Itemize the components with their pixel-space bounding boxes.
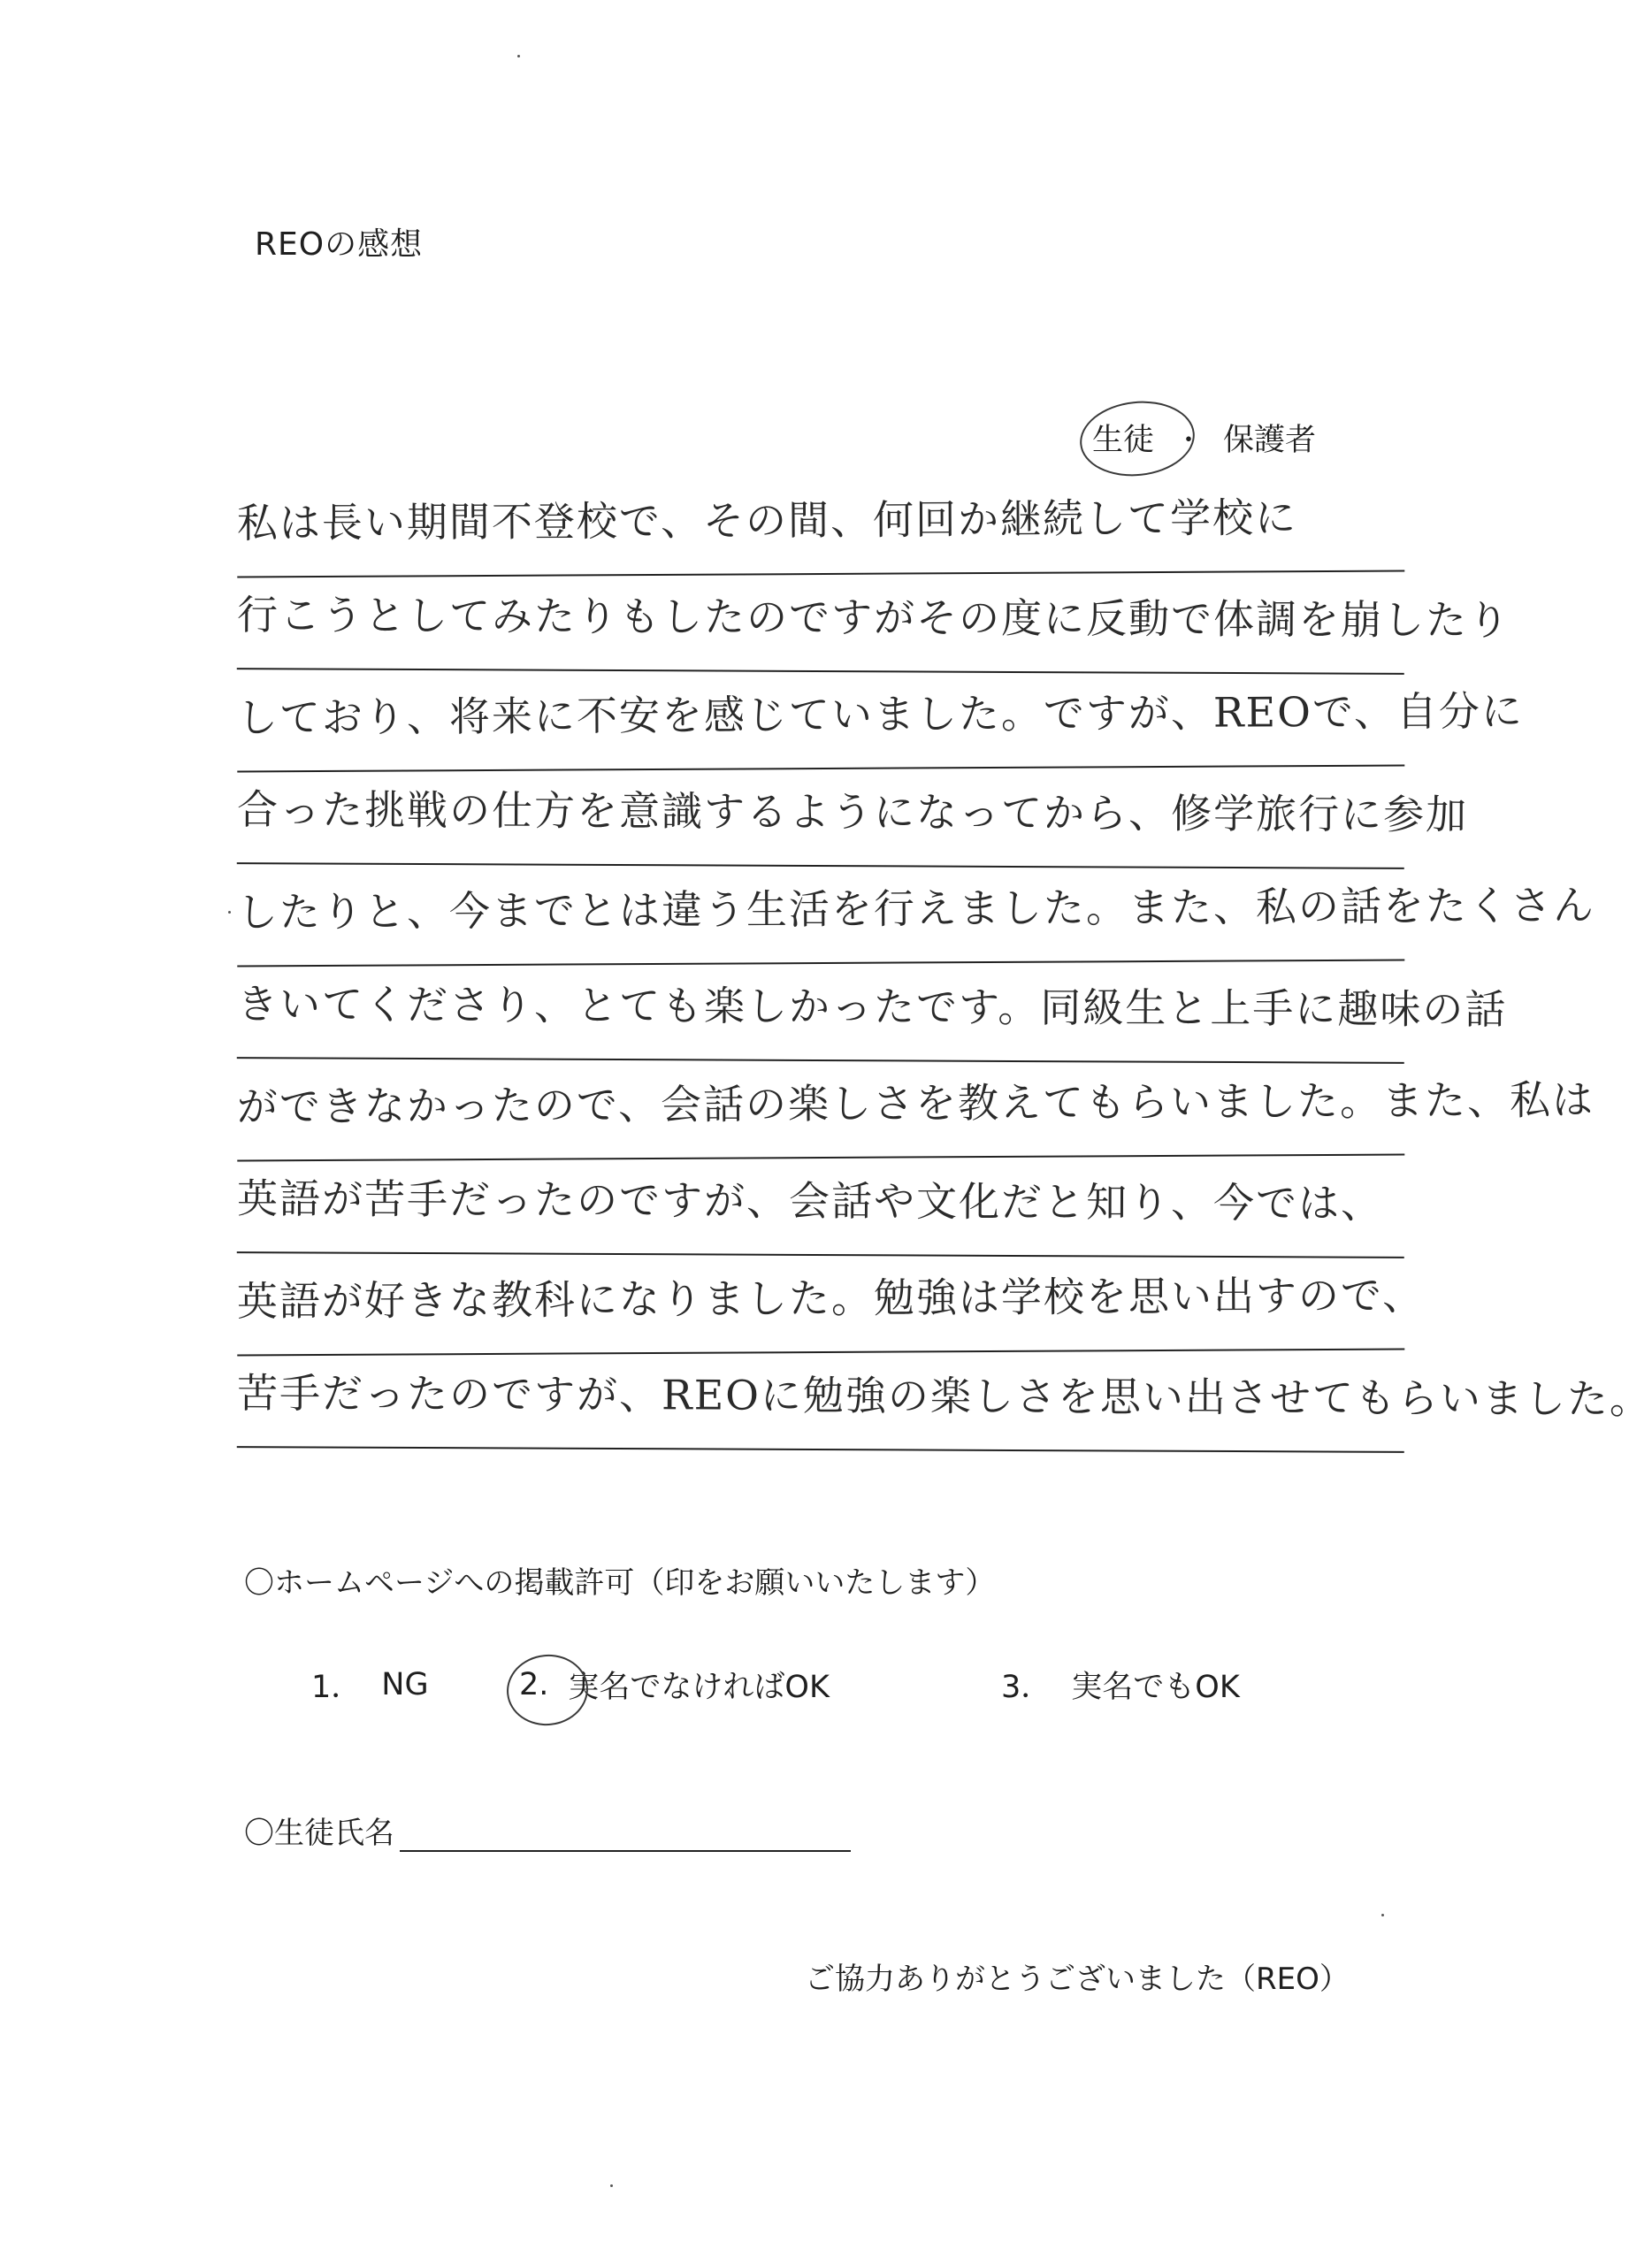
permission-heading: 〇ホームページへの掲載許可（印をお願いいたします）	[244, 1565, 996, 1601]
student-name-row	[244, 1809, 851, 1852]
comment-line: しており、将来に不安を感じていました。ですが、REOで、自分に	[237, 669, 1405, 773]
comment-line: 合った挑戦の仕方を意識するようになってから、修学旅行に参加	[237, 767, 1404, 869]
option-number: 3．	[1001, 1670, 1052, 1705]
scan-speck	[517, 55, 520, 57]
option-number: 1．	[311, 1670, 363, 1705]
permission-option-ng[interactable]	[311, 1663, 519, 1707]
respondent-student-label: 生徒	[1092, 423, 1155, 458]
comment-line: 苦手だったのですが、REOに勉強の楽しさを思い出させてもらいました。	[237, 1350, 1404, 1453]
scan-speck	[228, 911, 231, 914]
selected-circle-mark	[1076, 395, 1198, 481]
scan-speck	[610, 2184, 613, 2187]
permission-option-real-name[interactable]	[1001, 1663, 1240, 1707]
option-label: NG	[381, 1667, 429, 1702]
comment-line: 行こうとしてみたりもしたのですがその度に反動で体調を崩したり	[237, 572, 1404, 675]
respondent-type	[1092, 416, 1316, 460]
form-title: REOの感想	[255, 226, 424, 263]
option-label: 実名でもOK	[1071, 1670, 1240, 1705]
student-name-label: 〇生徒氏名	[244, 1816, 394, 1851]
respondent-student-option[interactable]	[1092, 416, 1154, 460]
permission-option-no-real-name[interactable]	[519, 1663, 1001, 1707]
comment-line: ができなかったので、会話の楽しさを教えてもらいました。また、私は	[237, 1059, 1405, 1162]
option-label: 実名でなければOK	[568, 1670, 830, 1705]
student-name-field[interactable]	[400, 1815, 851, 1852]
option-number: 2.	[519, 1667, 548, 1702]
comment-line: したりと、今までとは違う生活を行えました。また、私の話をたくさん	[237, 864, 1405, 968]
thanks-message: ご協力ありがとうございました（REO）	[805, 1962, 1350, 1997]
comment-line: 英語が苦手だったのですが、会話や文化だと知り、今では、	[237, 1156, 1404, 1258]
respondent-guardian-label: 保護者	[1223, 423, 1317, 458]
handwritten-comment	[236, 478, 1652, 1450]
comment-line: 英語が好きな教科になりました。勉強は学校を思い出すので、	[237, 1253, 1405, 1357]
permission-options	[311, 1663, 1240, 1707]
comment-line: きいてくださり、とても楽しかったです。同級生と上手に趣味の話	[237, 961, 1404, 1064]
scan-speck	[1381, 1914, 1384, 1916]
comment-line: 私は長い期間不登校で、その間、何回か継続して学校に	[237, 475, 1405, 578]
respondent-separator: ・	[1175, 425, 1203, 456]
respondent-guardian-option[interactable]	[1223, 416, 1316, 460]
